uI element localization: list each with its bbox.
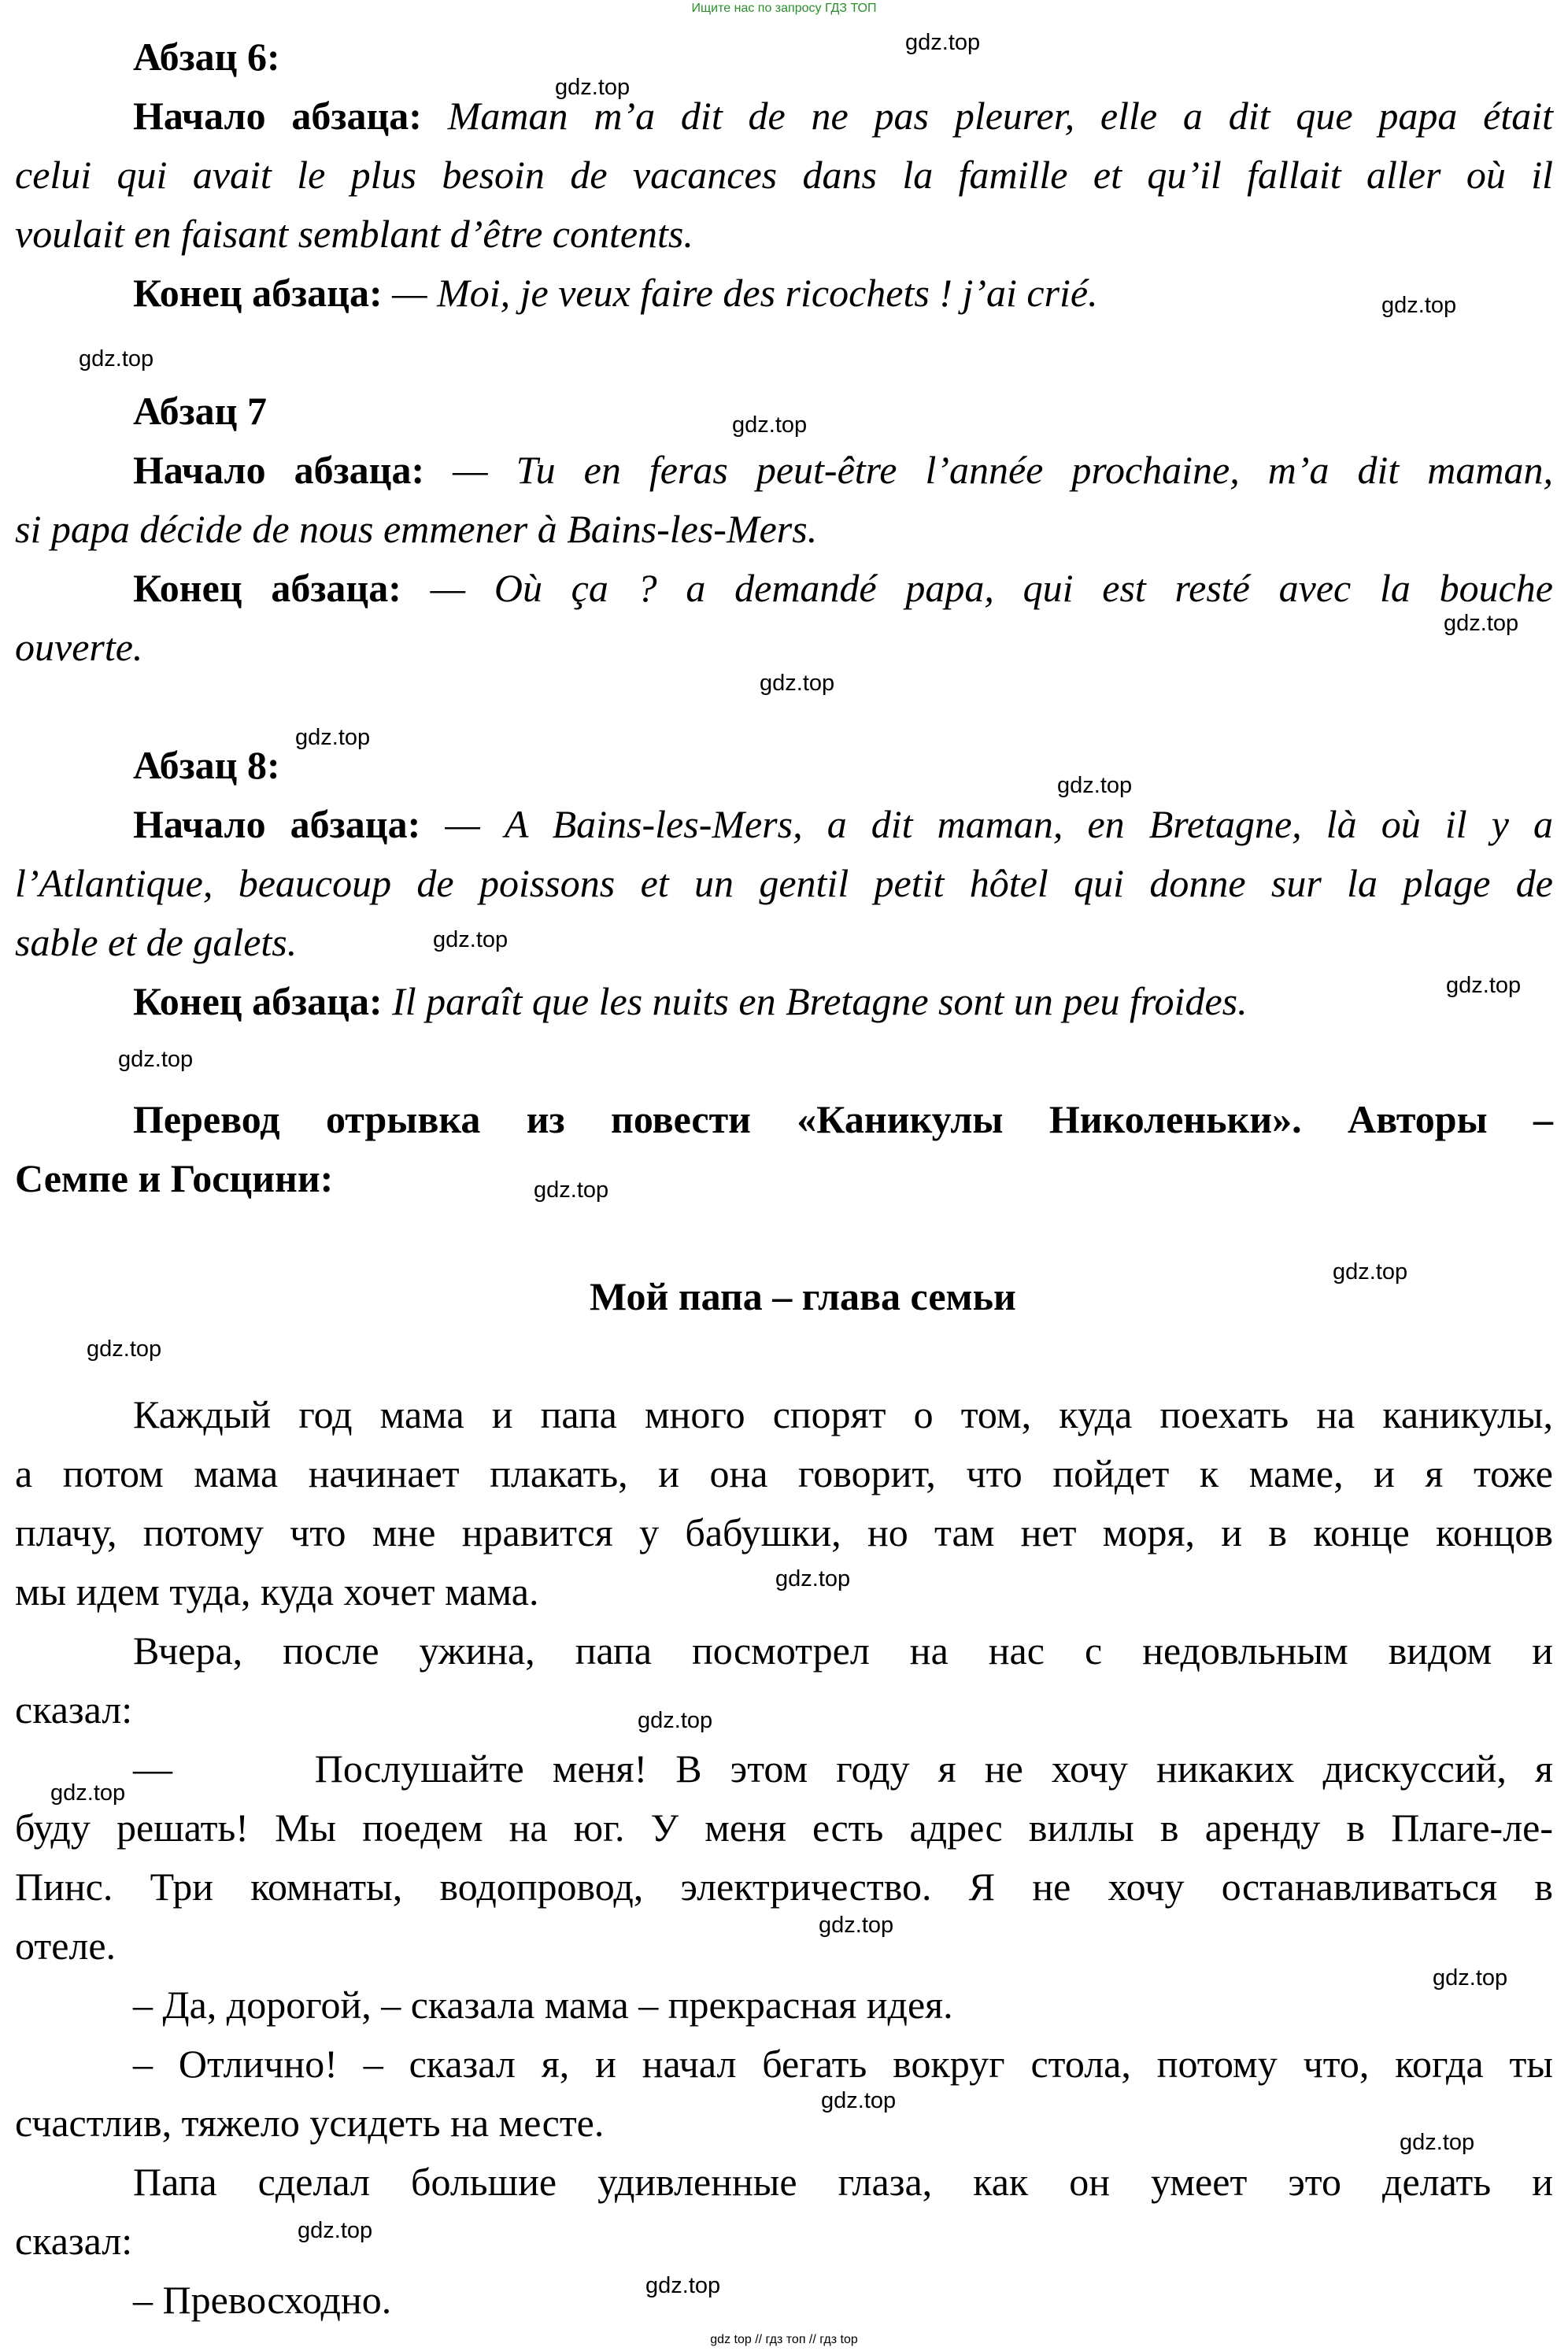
par8-end-text: Il paraît que les nuits en Bretagne sont un peu froides. [392,979,1248,1023]
start-label: Начало абзаца: [133,448,425,492]
par7-start-line-2: si papa décide de nous emmener à Bains-les-Mers. [15,507,818,551]
watermark: gdz.top [1057,773,1133,798]
watermark: gdz.top [775,1566,851,1591]
watermark: gdz.top [760,671,835,696]
watermark: gdz.top [638,1708,713,1733]
story-p2-line-1: Вчера, после ужина, папа посмотрел на нас с недовльным видом и [133,1628,1553,1673]
par6-start-text-1: Maman m’a dit de ne pas pleurer, elle a dit que papa était [447,94,1554,138]
end-label: Конец абзаца: [133,566,401,610]
par6-start-line-3: voulait en faisant semblant d’être contents. [15,212,693,256]
story-p5-line-1: – Отлично! – сказал я, и начал бегать вокруг стола, потому что, когда ты [133,2042,1553,2086]
par8-title: Абзац 8: [133,743,280,787]
story-p1-line-2: а потом мама начинает плакать, и она говорит, что пойдет к маме, и я тоже [15,1451,1553,1495]
watermark: gdz.top [1444,611,1519,636]
watermark: gdz.top [298,2218,373,2243]
header-note: Ищите нас по запросу ГДЗ ТОП [691,2,877,15]
story-p3-line-2: буду решать! Мы поедем на юг. У меня есть адрес виллы в аренду в Плаге-ле- [15,1806,1553,1850]
translation-heading-line-1: Перевод отрывка из повести «Каникулы Николеньки». Авторы – [133,1097,1553,1141]
par8-end-line [15,972,1553,1031]
par7-start-line-1 [15,441,1553,500]
watermark: gdz.top [819,1913,894,1938]
watermark: gdz.top [534,1177,609,1203]
start-label: Начало абзаца: [133,802,421,846]
par6-end-text: — Moi, je veux faire des ricochets ! j’ai crié. [392,271,1098,315]
story-p6-line-2: сказал: [15,2219,133,2263]
par7-end-line-1 [15,559,1553,618]
story-p1-line-3: плачу, потому что мне нравится у бабушки, но там нет моря, и в конце концов [15,1510,1553,1554]
par6-start-line-2: celui qui avait le plus besoin de vacances dans la famille et qu’il fallait aller où il [15,153,1553,197]
watermark: gdz.top [645,2273,721,2298]
watermark: gdz.top [732,412,808,438]
story-p5-line-2: счастлив, тяжело усидеть на месте. [15,2101,605,2145]
translation-heading-line-2: Семпе и Госцини: [15,1156,334,1200]
story-p3-line-1: — Послушайте меня! В этом году я не хочу никаких дискуссий, я [133,1747,1553,1791]
watermark: gdz.top [905,30,981,55]
watermark: gdz.top [433,927,508,952]
par7-end-text-1: — Où ça ? a demandé papa, qui est resté avec la bouche [430,566,1553,610]
start-label: Начало абзаца: [133,94,422,138]
par8-start-line-3: sable et de galets. [15,920,298,964]
watermark: gdz.top [118,1047,194,1072]
par8-start-line-1 [15,795,1553,854]
watermark: gdz.top [1433,1965,1508,1991]
watermark: gdz.top [821,2088,897,2113]
story-p2-line-2: сказал: [15,1687,133,1732]
end-label: Конец абзаца: [133,979,383,1023]
par8-start-text-1: — A Bains-les-Mers, a dit maman, en Bretagne, là où il y a [445,802,1553,846]
watermark: gdz.top [1333,1259,1408,1285]
watermark: gdz.top [1446,973,1522,998]
watermark: gdz.top [1400,2130,1475,2155]
par7-end-line-2: ouverte. [15,625,143,669]
story-p3-line-4: отеле. [15,1924,116,1968]
watermark: gdz.top [555,75,631,100]
par6-start-line-1 [15,87,1553,146]
end-label: Конец абзаца: [133,271,383,315]
par6-title: Абзац 6: [133,35,280,79]
story-p1-line-4: мы идем туда, куда хочет мама. [15,1569,539,1614]
watermark: gdz.top [295,725,371,750]
story-p1-line-1: Каждый год мама и папа много спорят о том, куда поехать на каникулы, [133,1392,1553,1436]
par6-end-line [15,264,1553,323]
par8-start-line-2: l’Atlantique, beaucoup de poissons et un gentil petit hôtel qui donne sur la plage de [15,861,1553,905]
story-p7: – Превосходно. [133,2278,392,2322]
story-p6-line-1: Папа сделал большие удивленные глаза, как он умеет это делать и [133,2160,1553,2204]
watermark: gdz.top [50,1780,126,1806]
watermark: gdz.top [79,346,154,372]
par7-title: Абзац 7 [133,389,267,433]
footer-note: gdz top // гдз топ // гдз top [710,2333,858,2346]
watermark: gdz.top [1381,293,1457,318]
watermark: gdz.top [87,1336,162,1362]
story-p3-line-3: Пинс. Три комнаты, водопровод, электричество. Я не хочу останавливаться в [15,1865,1553,1909]
story-title: Мой папа – глава семьи [590,1274,1016,1318]
par7-start-text-1: — Tu en feras peut-être l’année prochaine, m’a dit maman, [453,448,1553,492]
story-p4: – Да, дорогой, – сказала мама – прекрасная идея. [133,1983,953,2027]
